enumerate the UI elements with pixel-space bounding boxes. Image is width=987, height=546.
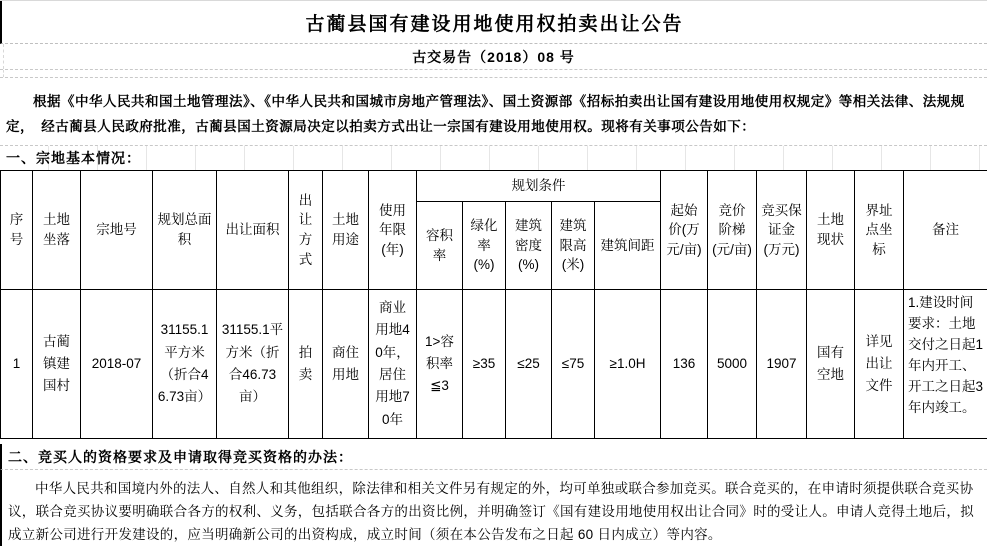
col-header-parcel-number: 宗地号 (81, 171, 153, 290)
cell-land-use: 商住用地 (323, 290, 369, 439)
cell-parcel-number: 2018-07 (81, 290, 153, 439)
header-row-group (1, 171, 987, 202)
section-2-heading: 二、竞买人的资格要求及申请取得竞买资格的办法： (0, 444, 987, 469)
cell-boundary-coordinates: 详见出让文件 (855, 290, 904, 439)
col-header-bid-increment: 竞价阶梯(元/亩) (708, 171, 757, 290)
page-title: 古蔺县国有建设用地使用权拍卖出让公告 (305, 13, 684, 35)
cell-starting-price: 136 (661, 290, 708, 439)
cell-height-limit: ≤75 (552, 290, 595, 439)
doc-number: 古交易告（2018）08 号 (412, 48, 575, 65)
section-1-heading: 一、宗地基本情况： (0, 146, 987, 170)
table-row (1, 290, 987, 439)
cell-planned-total-area: 31155.1平方米（折合46.73亩） (153, 290, 217, 439)
cell-building-density: ≤25 (506, 290, 552, 439)
col-header-planned-total-area: 规划总面积 (153, 171, 217, 290)
qualification-paragraph: 中华人民共和国境内外的法人、自然人和其他组织，除法律和相关文件另有规定的外，均可单独或联合参加竞买。联合竞买的，在申请时须提供联合竞买协议，联合竞买协议要明确联合各方的权利、义务，包括联合各方的出资比例，并明确签订《国有建设用地使用权出让合同》时的受让人。申请人竞得土地后，拟成立新公司进行开发建设的，应当明确新公司的出资构成，成立时间（须在本公告发布之日起 60 日内成立）等内容。 (0, 469, 987, 546)
cell-use-term: 商业用地40年，居住用地70年 (369, 290, 417, 439)
col-header-building-density: 建筑密度(%) (506, 202, 552, 290)
cell-plot-ratio: 1>容积率≦3 (417, 290, 463, 439)
col-header-planning-conditions-group: 规划条件 (417, 171, 661, 202)
cell-building-spacing: ≥1.0H (595, 290, 661, 439)
cell-land-status: 国有空地 (807, 290, 855, 439)
cell-bid-increment: 5000 (708, 290, 757, 439)
col-header-building-spacing: 建筑间距 (595, 202, 661, 290)
cell-serial-number: 1 (1, 290, 33, 439)
col-header-land-location: 土地坐落 (33, 171, 81, 290)
cell-land-location: 古蔺镇建国村 (33, 290, 81, 439)
cell-remarks: 1.建设时间要求：土地交付之日起1年内开工、开工之日起3年内竣工。 (904, 290, 987, 439)
col-header-transfer-method: 出让方式 (289, 171, 323, 290)
cell-transfer-method: 拍卖 (289, 290, 323, 439)
col-header-serial-number: 序号 (1, 171, 33, 290)
intro-paragraph: 根据《中华人民共和国土地管理法》、《中华人民共和国城市房地产管理法》、国土资源部《招标拍卖出让国有建设用地使用权规定》等相关法律、法规规定， 经古蔺县人民政府批准，古蔺县国土资源局决定以拍卖方式出让一宗国有建设用地使用权。现将有关事项公告如下： (0, 78, 987, 146)
col-header-transfer-area: 出让面积 (217, 171, 289, 290)
title-band (0, 1, 987, 44)
col-header-height-limit: 建筑限高(米) (552, 202, 595, 290)
col-header-boundary-coordinates: 界址点坐标 (855, 171, 904, 290)
cell-bid-deposit: 1907 (757, 290, 807, 439)
col-header-land-status: 土地现状 (807, 171, 855, 290)
col-header-use-term: 使用年限(年) (369, 171, 417, 290)
land-parcel-table (0, 170, 987, 439)
col-header-starting-price: 起始价(万元/亩) (661, 171, 708, 290)
col-header-land-use: 土地用途 (323, 171, 369, 290)
col-header-plot-ratio: 容积率 (417, 202, 463, 290)
gridline-spacer (0, 70, 987, 78)
cell-greening-rate: ≥35 (463, 290, 506, 439)
col-header-remarks: 备注 (904, 171, 987, 290)
cell-transfer-area: 31155.1平方米（折合46.73亩） (217, 290, 289, 439)
col-header-bid-deposit: 竞买保证金(万元) (757, 171, 807, 290)
doc-number-band (0, 44, 987, 70)
col-header-greening-rate: 绿化率(%) (463, 202, 506, 290)
